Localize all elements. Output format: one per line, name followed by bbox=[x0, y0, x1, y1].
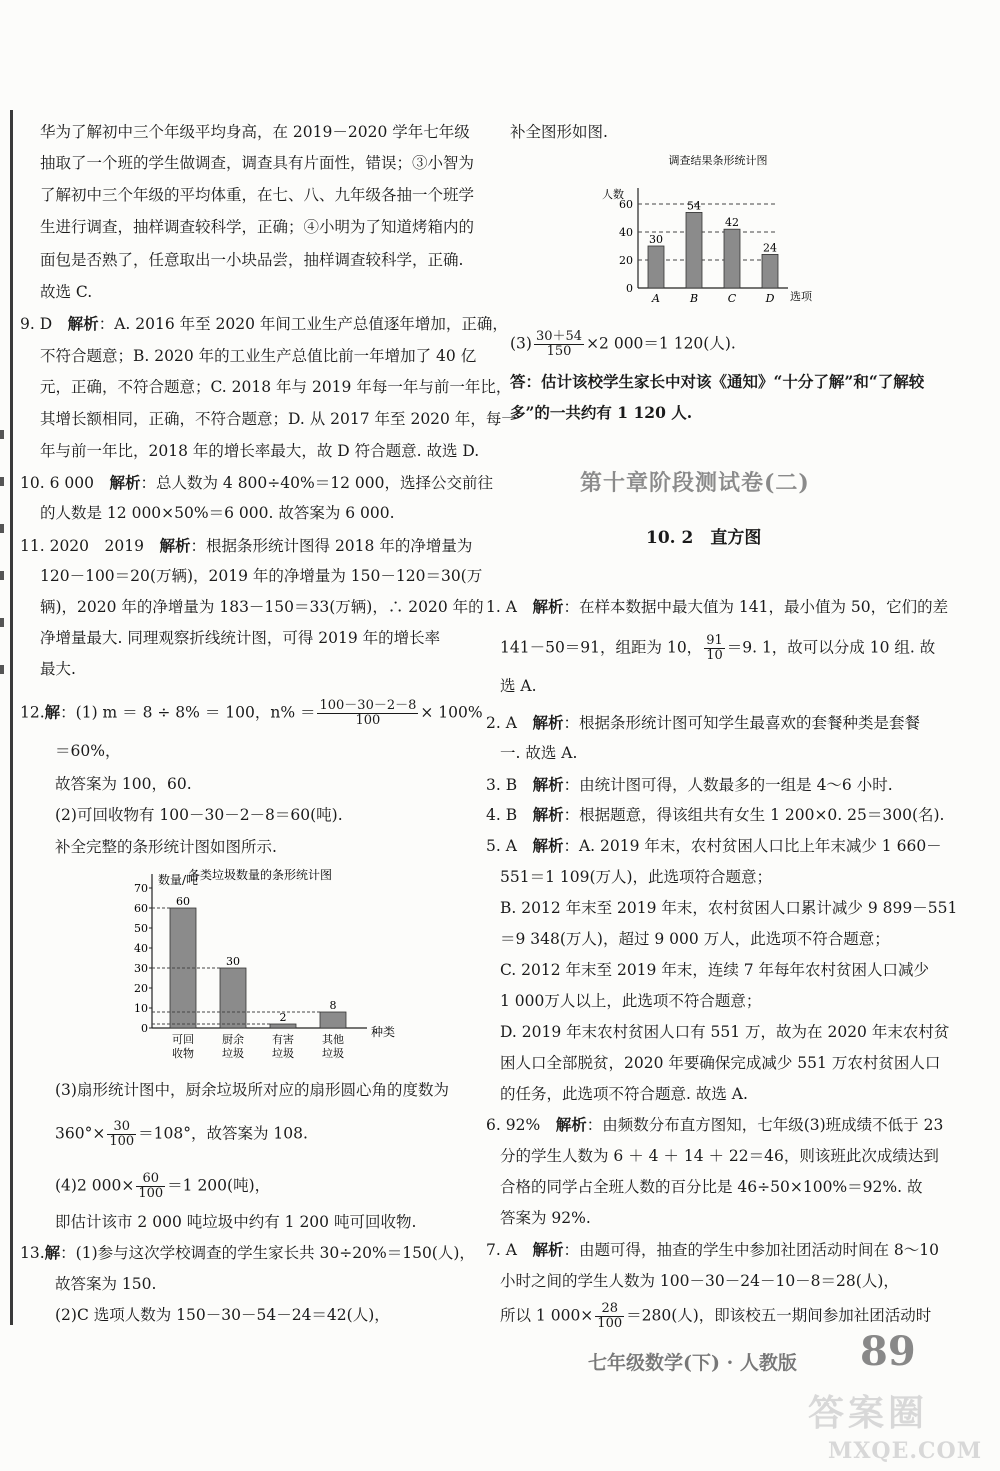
text-line: 合格的同学占全班人数的百分比是 46÷50×100%＝92%. 故 bbox=[500, 1178, 923, 1196]
data-label: 30 bbox=[226, 955, 240, 968]
text-line: ＝60%， bbox=[55, 742, 121, 760]
y-tick-label: 30 bbox=[134, 962, 148, 975]
chart-svg bbox=[598, 150, 838, 310]
text-line: ：A. 2016 年至 2020 年间工业生产总值逐年增加，正确， bbox=[98, 315, 508, 333]
margin-marks bbox=[0, 430, 8, 712]
y-tick-label: 0 bbox=[626, 282, 633, 295]
bar bbox=[320, 1012, 346, 1028]
watermark-url: MXQE.COM bbox=[828, 1438, 983, 1464]
x-axis-label: 种类 bbox=[371, 1025, 396, 1039]
y-tick-label: 40 bbox=[619, 226, 633, 239]
text-line: 面包是否熟了，任意取出一小块品尝，抽样调查较科学，正确. bbox=[40, 251, 464, 269]
text-line: 分的学生人数为 6 ＋ 4 ＋ 14 ＋ 22＝46，则该班此次成绩达到 bbox=[500, 1147, 939, 1165]
x-tick-label: 垃圾 bbox=[322, 1047, 344, 1060]
fraction: $\frac{100-30-2-8}{100}$ bbox=[319, 698, 417, 728]
x-tick-label: 垃圾 bbox=[272, 1047, 294, 1060]
x-axis-label: 选项 bbox=[790, 290, 812, 303]
text-line: 元，正确，不符合题意；C. 2018 年与 2019 年每一年与前一年比， bbox=[40, 378, 512, 396]
chart-title: 调查结果条形统计图 bbox=[668, 154, 768, 167]
bar-chart-survey bbox=[598, 150, 838, 310]
x-tick-label: 有害 bbox=[272, 1033, 294, 1046]
y-tick-label: 50 bbox=[134, 922, 148, 935]
text-line: ：(1) m ＝ 8 ÷ 8% ＝ 100，n% ＝ bbox=[60, 703, 316, 722]
question-number: 9. D bbox=[20, 315, 53, 333]
question-1: 1. A 解析：在样本数据中最大值为 141，最小值为 50，它们的差 bbox=[486, 597, 949, 616]
text-line: (3)扇形统计图中，厨余垃圾所对应的扇形圆心角的度数为 bbox=[55, 1081, 449, 1099]
book-label: 七年级数学(下) · 人教版 bbox=[588, 1352, 797, 1374]
question-7: 7. A 解析：由题可得，抽查的学生中参加社团活动时间在 8～10 bbox=[486, 1240, 939, 1259]
text-line: (2)可回收物有 100－30－2－8＝60(吨). bbox=[55, 806, 343, 824]
text-line: 选 A. bbox=[500, 677, 537, 695]
fraction: $\frac{30}{100}$ bbox=[109, 1119, 135, 1149]
chart-title: 各类垃圾数量的条形统计图 bbox=[187, 868, 333, 882]
formula-line: 360°× $\frac{30}{100}$ ＝108°，故答案为 108. bbox=[55, 1119, 308, 1149]
y-tick-label: 0 bbox=[141, 1022, 148, 1035]
formula-line: 所以 1 000× $\frac{28}{100}$ ＝280(人)，即该校五一期间参加社团活动时 bbox=[500, 1301, 932, 1331]
data-label: 2 bbox=[279, 1011, 287, 1024]
question-2: 2. A 解析：根据条形统计图可知学生最喜欢的套餐种类是套餐 bbox=[486, 713, 920, 732]
x-tick-label: 其他 bbox=[322, 1033, 344, 1046]
fraction: $\frac{28}{100}$ bbox=[597, 1301, 623, 1331]
x-tick-label: C bbox=[727, 292, 737, 305]
question-10 bbox=[20, 473, 493, 493]
text-line: (2)C 选项人数为 150－30－54－24＝42(人)， bbox=[55, 1306, 390, 1324]
y-axis-label: 人数 bbox=[602, 188, 624, 201]
question-12: 12.解：(1) m ＝ 8 ÷ 8% ＝ 100，n% ＝ $\frac{100-30-2-8}{100}$ × 100% bbox=[20, 698, 483, 728]
page-number: 89 bbox=[860, 1328, 916, 1375]
text-line: 答案为 92%. bbox=[500, 1209, 591, 1227]
y-tick-label: 20 bbox=[619, 254, 633, 267]
question-5: 5. A 解析：A. 2019 年末，农村贫困人口比上年末减少 1 660－ bbox=[486, 836, 942, 855]
question-3: 3. B 解析：由统计图可得，人数最多的一组是 4～6 小时. bbox=[486, 775, 893, 794]
x-tick-label: 垃圾 bbox=[222, 1047, 244, 1060]
data-label: 24 bbox=[763, 241, 777, 255]
text-line: 故答案为 150. bbox=[55, 1275, 157, 1293]
y-tick-label: 60 bbox=[619, 198, 633, 211]
answer-line: 多”的一共约有 1 120 人. bbox=[510, 403, 693, 422]
column-divider bbox=[10, 110, 13, 1325]
data-label: 54 bbox=[687, 199, 701, 213]
text-line: 一. 故选 A. bbox=[500, 744, 578, 762]
bar bbox=[270, 1024, 296, 1028]
y-tick-label: 70 bbox=[134, 882, 148, 895]
text-line: D. 2019 年末农村贫困人口有 551 万，故为在 2020 年末农村贫 bbox=[500, 1023, 950, 1041]
formula-line: (4)2 000× $\frac{60}{100}$ ＝1 200(吨)， bbox=[55, 1171, 271, 1201]
text-line: 即估计该市 2 000 吨垃圾中约有 1 200 吨可回收物. bbox=[55, 1213, 417, 1231]
formula-line: 141－50＝91，组距为 10， $\frac{91}{10}$ ＝9. 1，故可以分成 10 组. 故 bbox=[500, 633, 936, 663]
data-label: 60 bbox=[176, 895, 190, 908]
text-line: C. 2012 年末至 2019 年末，连续 7 年每年农村贫困人口减少 bbox=[500, 961, 930, 979]
question-4: 4. B 解析：根据题意，得该组共有女生 1 200×0. 25＝300(名). bbox=[486, 805, 945, 824]
bar bbox=[686, 212, 702, 288]
text-line: 故选 C. bbox=[40, 283, 93, 301]
question-9 bbox=[20, 314, 508, 334]
text-line: ：总人数为 4 800÷40%＝12 000，选择公交前往 bbox=[140, 474, 493, 492]
answer-line: 答：估计该校学生家长中对该《通知》“十分了解”和“了解较 bbox=[510, 372, 925, 391]
bar bbox=[220, 968, 246, 1028]
text-line: 补全图形如图. bbox=[510, 123, 608, 141]
question-number: 10. 6 000 bbox=[20, 474, 94, 492]
text-line: 困人口全部脱贫，2020 年要确保完成减少 551 万农村贫困人口 bbox=[500, 1054, 941, 1072]
y-tick-label: 60 bbox=[134, 902, 148, 915]
question-number: 12. bbox=[20, 703, 45, 722]
chapter-title: 第十章阶段测试卷(二) bbox=[580, 470, 810, 496]
x-tick-label: D bbox=[765, 292, 775, 305]
text-line: 故答案为 100，60. bbox=[55, 775, 192, 793]
text-line: 年与前一年比，2018 年的增长率最大，故 D 符合题意. 故选 D. bbox=[40, 442, 480, 460]
fraction: $\frac{60}{100}$ bbox=[138, 1171, 164, 1201]
text-line: 的任务，此选项不符合题意. 故选 A. bbox=[500, 1085, 748, 1103]
text-line: 最大. bbox=[40, 660, 76, 678]
fraction: $\frac{30+54}{150}$ bbox=[535, 329, 583, 359]
solution-label: 解 bbox=[44, 702, 61, 722]
question-number: 11. 2020 2019 bbox=[20, 537, 144, 555]
analysis-label: 解析 bbox=[67, 314, 99, 333]
formula-line: (3) $\frac{30+54}{150}$ ×2 000＝1 120(人). bbox=[510, 329, 736, 359]
x-tick-label: B bbox=[689, 292, 699, 305]
text-line: 的人数是 12 000×50%＝6 000. 故答案为 6 000. bbox=[40, 504, 395, 522]
text-line: 不符合题意；B. 2020 年的工业生产总值比前一年增加了 40 亿 bbox=[40, 347, 477, 365]
y-tick-label: 20 bbox=[134, 982, 148, 995]
bar bbox=[648, 246, 664, 288]
chart-svg bbox=[110, 865, 410, 1075]
solution-label: 解 bbox=[44, 1243, 61, 1262]
text-line: 华为了解初中三个年级平均身高，在 2019－2020 学年七年级 bbox=[40, 123, 470, 141]
text-line: 了解初中三个年级的平均体重，在七、八、九年级各抽一个班学 bbox=[40, 186, 475, 204]
text-line: 120－100＝20(万辆)，2019 年的净增量为 150－120＝30(万 bbox=[40, 567, 483, 585]
fraction: $\frac{91}{10}$ bbox=[706, 633, 723, 663]
text-line: B. 2012 年末至 2019 年末，农村贫困人口累计减少 9 899－551 bbox=[500, 899, 958, 917]
text-line: ：根据条形统计图得 2018 年的净增量为 bbox=[190, 537, 473, 555]
text-line: 1 000万人以上，此选项不符合题意； bbox=[500, 992, 762, 1010]
data-label: 42 bbox=[725, 216, 739, 230]
text-line: ：(1)参与这次学校调查的学生家长共 30÷20%＝150(人)， bbox=[60, 1244, 475, 1262]
text-line: 补全完整的条形统计图如图所示. bbox=[55, 838, 277, 856]
text-line: 小时之间的学生人数为 100－30－24－10－8＝28(人)， bbox=[500, 1272, 899, 1290]
bar-chart-garbage bbox=[110, 865, 410, 1075]
text-line: 生进行调查，抽样调查较科学，正确；④小明为了知道烤箱内的 bbox=[40, 218, 475, 236]
x-tick-label: A bbox=[652, 292, 660, 305]
question-11 bbox=[20, 536, 472, 556]
text-line: 其增长额相同，正确，不符合题意；D. 从 2017 年至 2020 年，每一 bbox=[40, 410, 517, 428]
watermark-logo: 答案圈 bbox=[808, 1392, 929, 1434]
x-tick-label: 可回 bbox=[172, 1033, 194, 1046]
x-tick-label: 厨余 bbox=[222, 1033, 244, 1046]
analysis-label: 解析 bbox=[109, 473, 141, 492]
y-tick-label: 10 bbox=[134, 1002, 148, 1015]
question-13 bbox=[20, 1243, 475, 1263]
x-tick-label: 收物 bbox=[172, 1047, 194, 1060]
section-title: 10. 2 直方图 bbox=[646, 528, 762, 548]
text-line: ＝9 348(万人)，超过 9 000 万人，此选项不符合题意； bbox=[500, 930, 890, 948]
data-label: 8 bbox=[329, 999, 337, 1012]
y-axis-label: 数量/吨 bbox=[158, 873, 199, 887]
data-label: 30 bbox=[649, 233, 663, 246]
question-number: 13. bbox=[20, 1244, 45, 1262]
text-line: 辆)，2020 年的净增量为 183－150＝33(万辆)，∴ 2020 年的 bbox=[40, 598, 484, 616]
question-6: 6. 92% 解析：由频数分布直方图知，七年级(3)班成绩不低于 23 bbox=[486, 1115, 944, 1134]
text-line: 净增量最大. 同理观察折线统计图，可得 2019 年的增长率 bbox=[40, 629, 441, 647]
text-line: 551＝1 109(万人)，此选项符合题意； bbox=[500, 868, 773, 886]
y-tick-label: 40 bbox=[134, 942, 148, 955]
bar bbox=[762, 254, 778, 288]
text-line: 抽取了一个班的学生做调查，调查具有片面性，错误；③小智为 bbox=[40, 154, 475, 172]
bar bbox=[724, 229, 740, 288]
analysis-label: 解析 bbox=[159, 536, 191, 555]
